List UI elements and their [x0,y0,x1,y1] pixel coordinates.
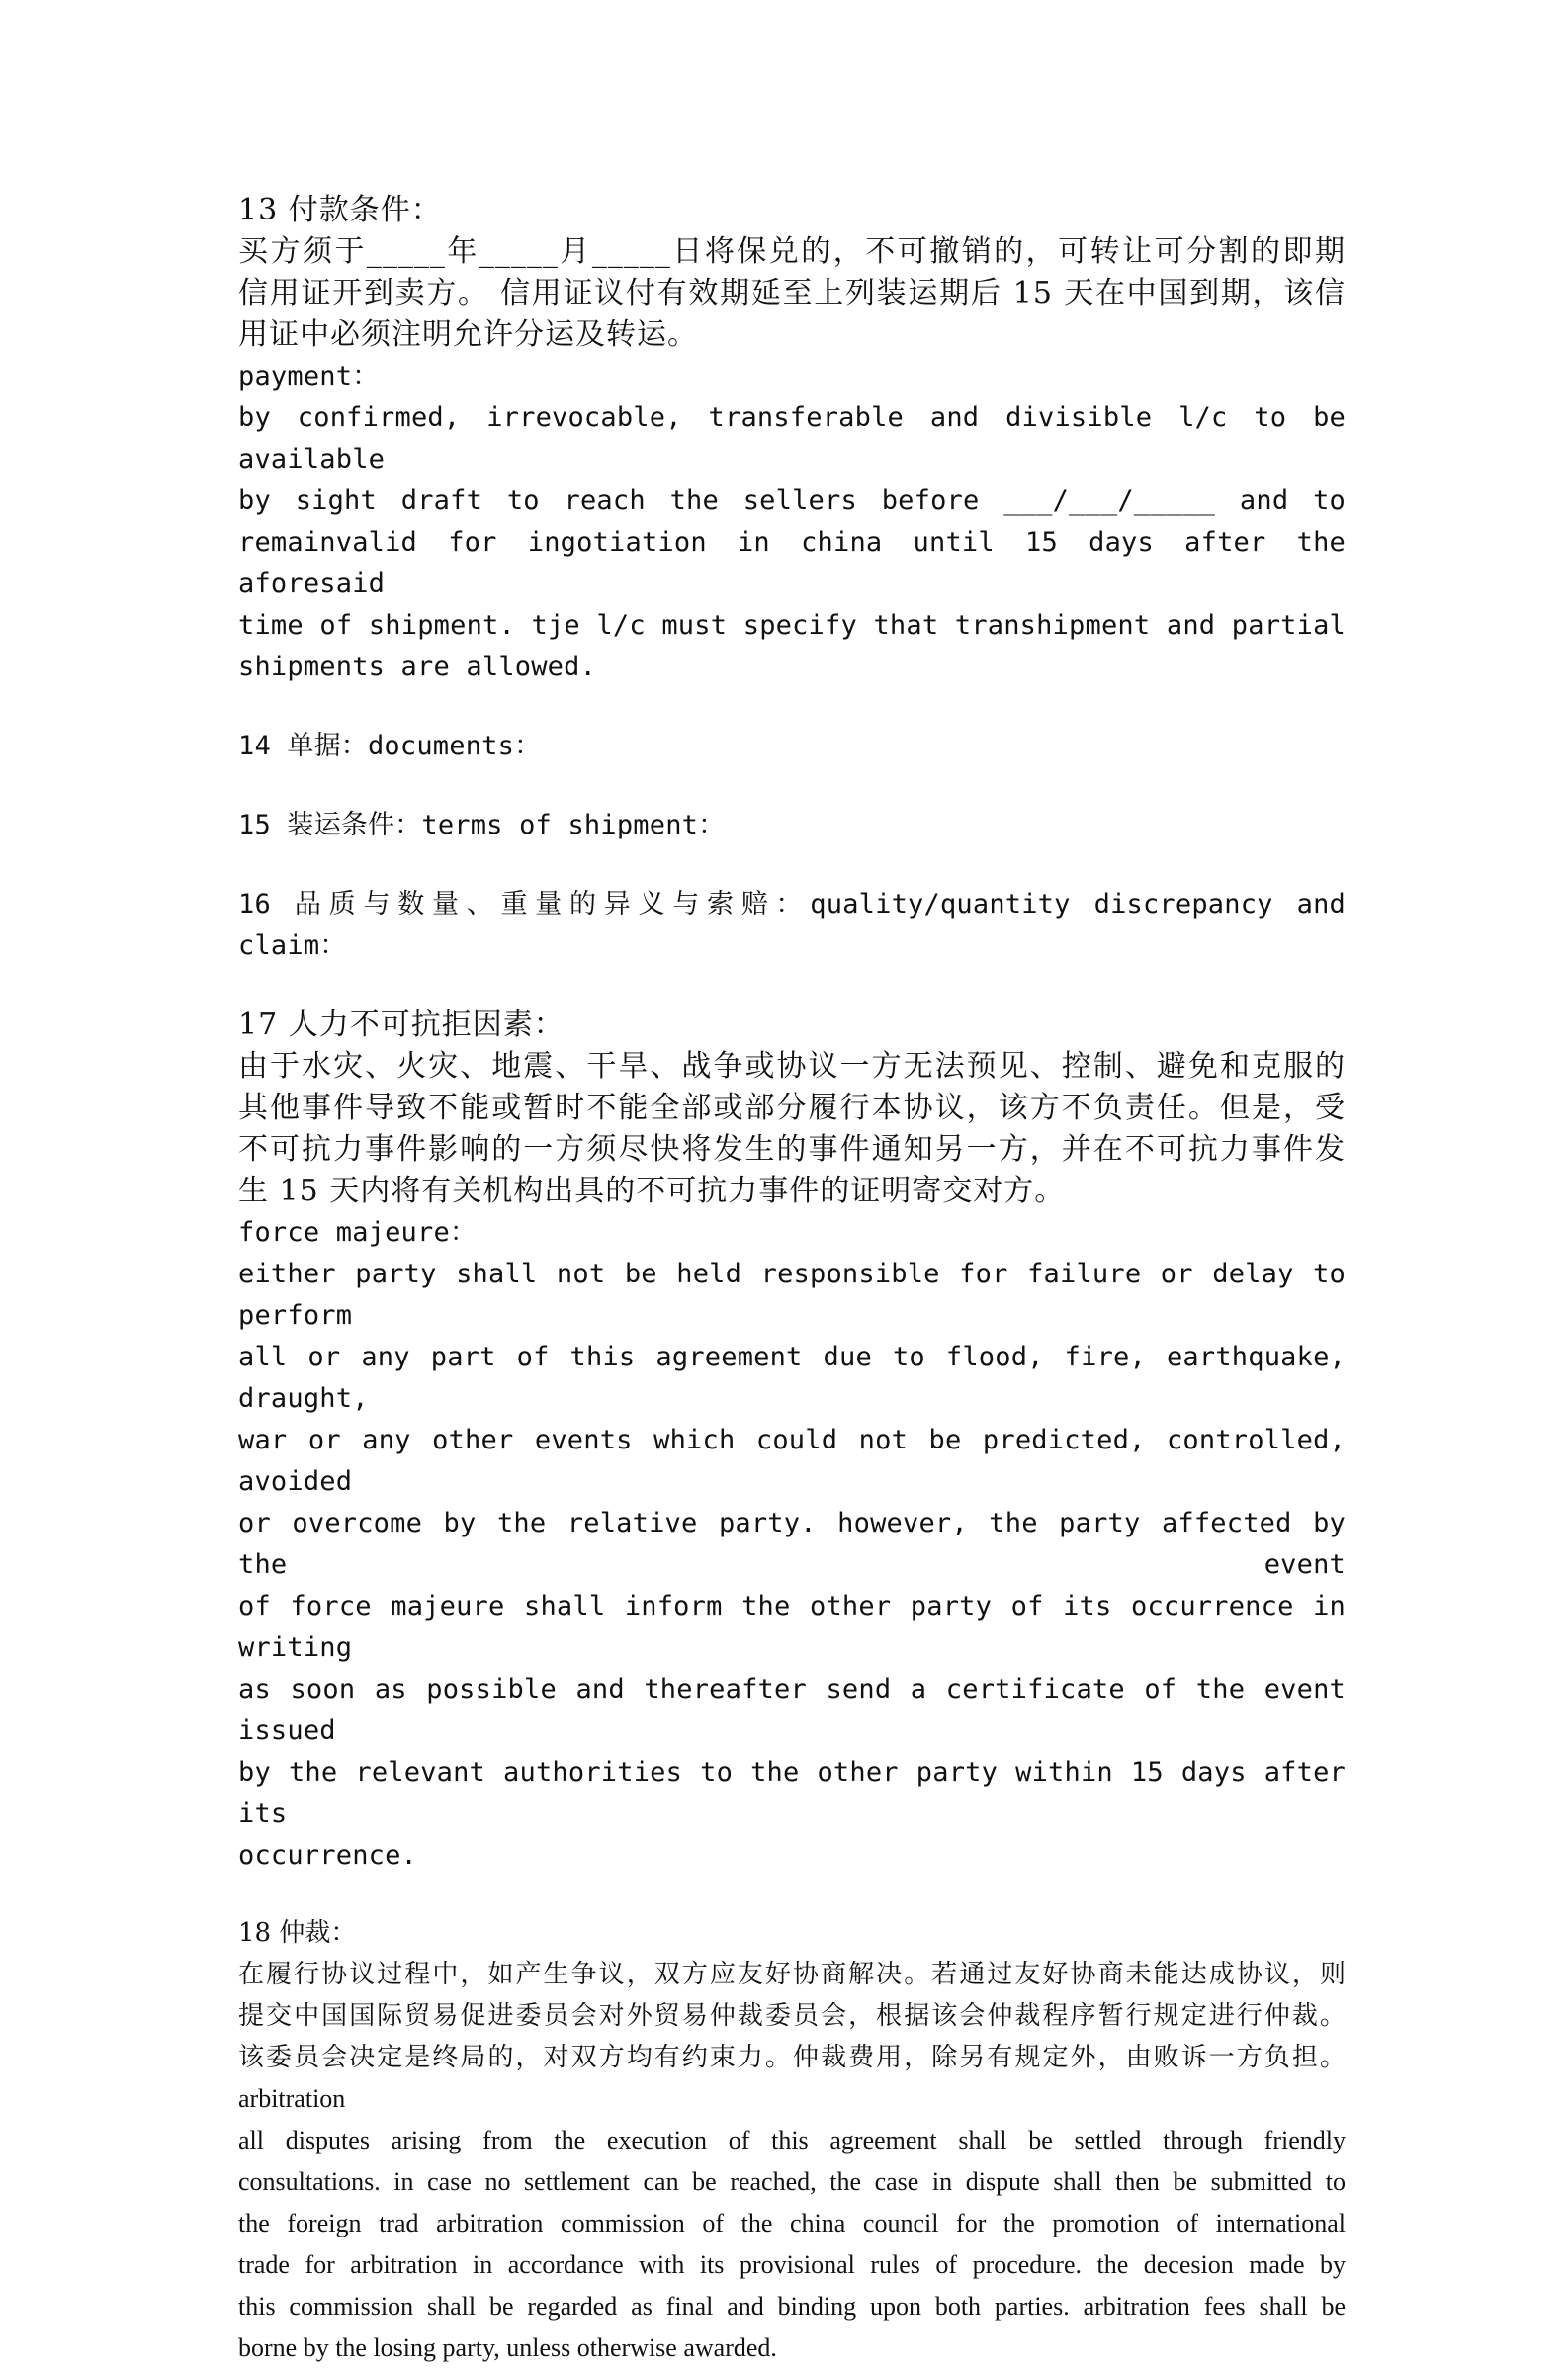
section-13-en-line: time of shipment. tje l/c must specify that transhipment and partial [238,610,1346,641]
section-17-cn-line: 由于水灾、火灾、地震、干旱、战争或协议一方无法预见、控制、避免和克服的 [238,1049,1346,1084]
section-17-en-line: occurrence. [238,1840,418,1871]
section-16-line: 16 品质与数量、重量的异义与索赔：quality/quantity discrepancy and [238,889,1346,920]
section-13-en-line: by confirmed, irrevocable, transferable and divisible l/c to be available [238,402,1346,475]
spacer [238,846,1346,884]
section-18-en-line: this commission shall be regarded as final and binding upon both parties. arbitration fees shall be [238,2292,1346,2321]
section-18-en-title: arbitration [238,2084,346,2113]
section-18-cn-line: 该委员会决定是终局的，对双方均有约束力。仲裁费用，除另有规定外，由败诉一方负担。 [238,2043,1346,2072]
section-16-claim [238,884,1346,967]
section-13-en-line: shipments are allowed. [238,652,597,682]
section-18-en-line: all disputes arising from the execution of this agreement shall be settled through friendly [238,2126,1346,2154]
section-17-en-line: all or any part of this agreement due to flood, fire, earthquake, draught, [238,1342,1346,1414]
section-13-en-title: payment： [238,361,380,392]
spacer [238,1877,1346,1912]
contract-page [238,190,1346,2369]
section-17-cn-line: 生 15 天内将有关机构出具的不可抗力事件的证明寄交对方。 [238,1174,1066,1208]
section-17-en-line: by the relevant authorities to the other party within 15 days after its [238,1757,1346,1829]
section-13-cn-line: 用证中必须注明允许分运及转运。 [238,317,698,352]
section-18-cn-line: 提交中国国际贸易促进委员会对外贸易仲裁委员会，根据该会仲裁程序暂行规定进行仲裁。 [238,2001,1346,2031]
section-18-en-line: borne by the losing party, unless otherwise awarded. [238,2333,777,2362]
section-15-shipment: 15 装运条件：terms of shipment： [238,810,726,840]
section-13-title: 付款条件： [288,193,442,227]
section-18-heading: 18 仲裁： [238,1918,357,1948]
section-18-en-line: consultations. in case no settlement can be reached, the case in dispute shall then be submitted to [238,2167,1346,2196]
section-17-en-line: war or any other events which could not be predicted, controlled, avoided [238,1425,1346,1497]
section-13-cn-line: 信用证开到卖方。 信用证议付有效期延至上列装运期后 15 天在中国到期，该信 [238,276,1346,310]
section-17-en-line: of force majeure shall inform the other party of its occurrence in writing [238,1591,1346,1663]
section-13-number: 13 [238,193,279,227]
section-13-heading [238,190,1346,231]
section-17-en-line: either party shall not be held responsible for failure or delay to perform [238,1259,1346,1331]
section-17-en-line: or overcome by the relative party. however, the party affected by the event [238,1508,1346,1580]
section-13-cn-line: 买方须于_____年_____月_____日将保兑的，不可撤销的，可转让可分割的即期 [238,234,1346,269]
section-18-en-line: trade for arbitration in accordance with its provisional rules of procedure. the decesion made by [238,2250,1346,2279]
section-18-cn-line: 在履行协议过程中，如产生争议，双方应友好协商解决。若通过友好协商未能达成协议，则 [238,1960,1346,1989]
section-17-en-title: force majeure： [238,1217,478,1248]
section-18-en-line: the foreign trad arbitration commission of the china council for the promotion of international [238,2209,1346,2237]
section-17-force-majeure [238,1005,1346,1877]
section-17-en-line: as soon as possible and thereafter send a certificate of the event issued [238,1674,1346,1746]
section-17-cn-line: 不可抗力事件影响的一方须尽快将发生的事件通知另一方，并在不可抗力事件发 [238,1132,1346,1167]
section-13-en-line: remainvalid for ingotiation in china until 15 days after the aforesaid [238,527,1346,599]
spacer [238,967,1346,1005]
section-16-line: claim： [238,930,347,961]
section-17-cn-line: 其他事件导致不能或暂时不能全部或部分履行本协议，该方不负责任。但是，受 [238,1091,1346,1125]
spacer [238,688,1346,726]
section-17-heading: 17 人力不可抗拒因素： [238,1008,565,1042]
section-14-documents: 14 单据：documents： [238,731,542,761]
section-18-arbitration [238,1912,1346,2369]
section-13-en-line: by sight draft to reach the sellers before ___/___/_____ and to [238,485,1346,516]
section-13-payment [238,190,1346,688]
spacer [238,767,1346,805]
